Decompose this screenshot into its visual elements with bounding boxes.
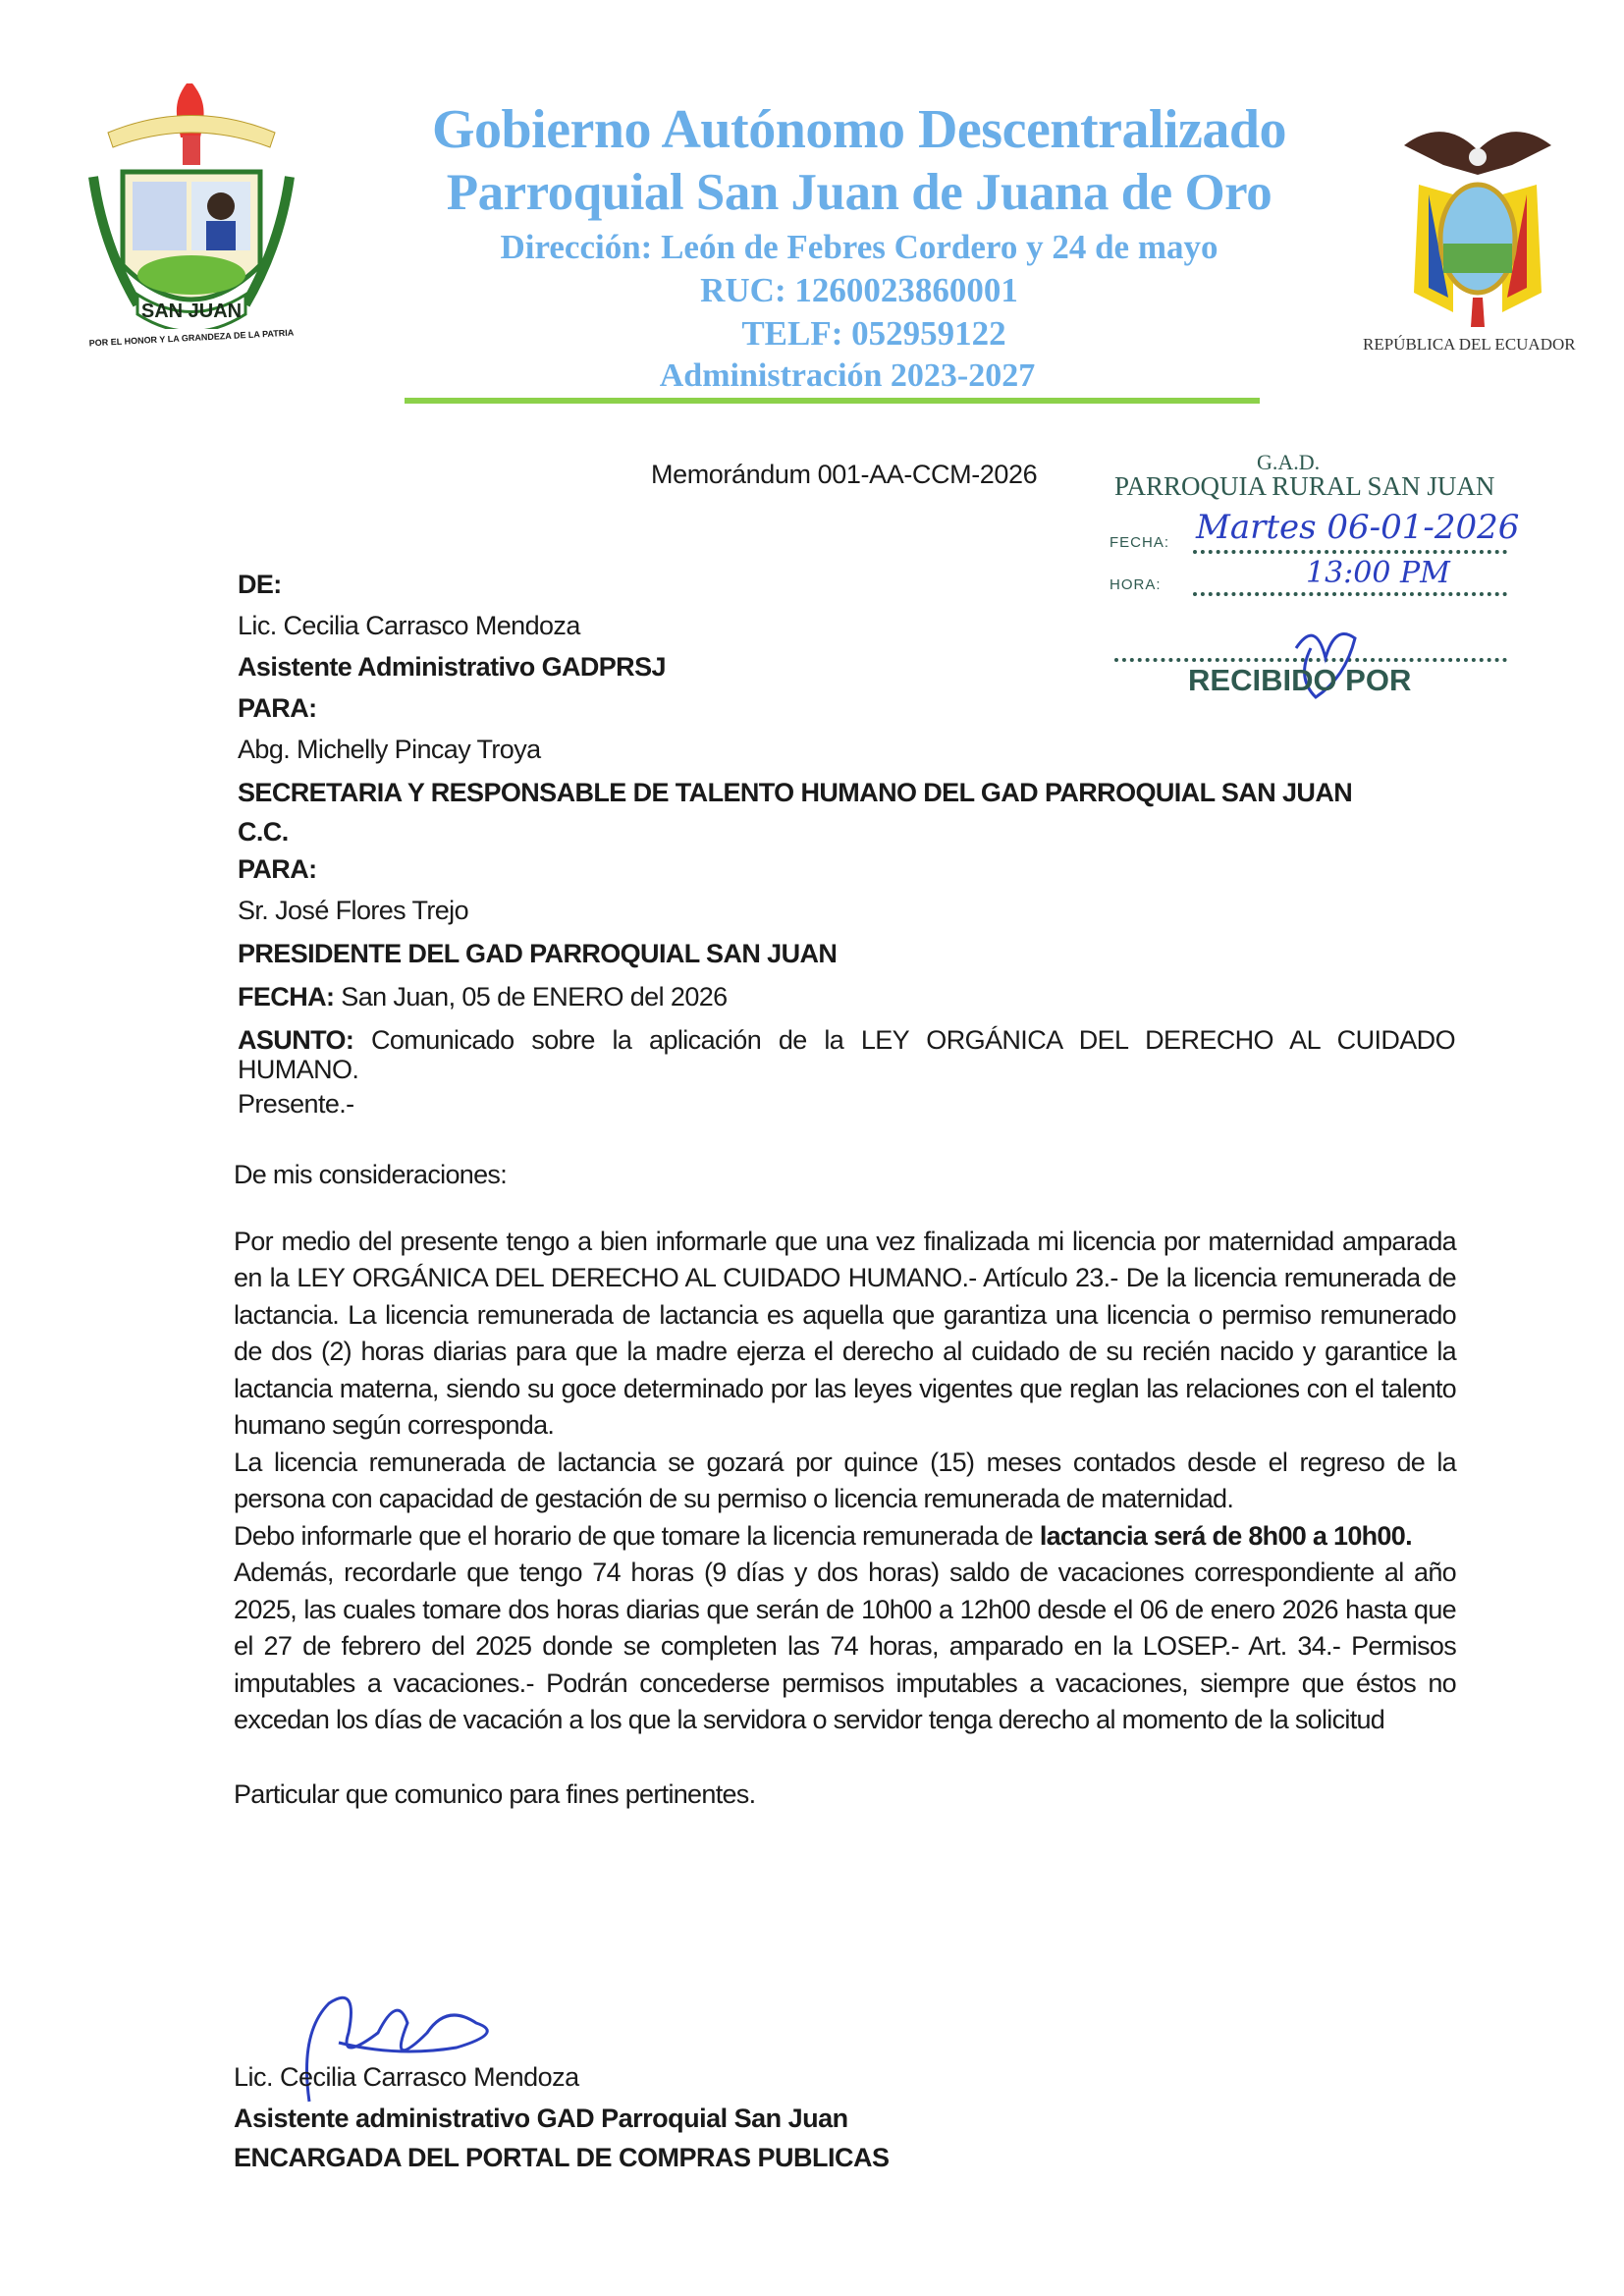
stamp-fecha-label: FECHA: xyxy=(1110,534,1170,551)
cc-label: C.C. xyxy=(238,817,289,847)
letterhead-address: Dirección: León de Febres Cordero y 24 de mayo xyxy=(500,228,1218,266)
para2-label: PARA: xyxy=(238,854,317,884)
paragraph-1: Por medio del presente tengo a bien informarle que una vez finalizada mi licencia por maternidad amparada en la LEY ORGÁNICA DEL DERECHO AL CUIDADO HUMANO.- Artículo 23.- De la licencia remunerada de lactancia. La licencia remunerada de lactancia es aquella que garantiza una licencia o permiso remunerado de dos (2) horas diarias para que la madre ejerza el derecho al cuidado de su recién nacido y garantice la lactancia materna, siendo su goce determinado por las leyes vigentes que reglan las relaciones con el talento humano según corresponda. xyxy=(234,1226,1456,1440)
header-rule xyxy=(405,398,1260,404)
para-label: PARA: xyxy=(238,693,317,723)
fecha-value: San Juan, 05 de ENERO del 2026 xyxy=(334,982,728,1011)
stamp-line1: G.A.D. xyxy=(1257,450,1321,474)
para-name: Abg. Michelly Pincay Troya xyxy=(238,735,541,764)
stamp-hora-value: 13:00 PM xyxy=(1306,556,1450,590)
signature-title: Asistente administrativo GAD Parroquial San Juan xyxy=(234,2104,848,2133)
stamp-received-label: RECIBIDO POR xyxy=(1188,663,1412,697)
paragraph-2: La licencia remunerada de lactancia se gozará por quince (15) meses contados desde el regreso de la persona con capacidad de gestación de su permiso o licencia remunerada de maternidad. xyxy=(234,1447,1456,1513)
de-title: Asistente Administrativo GADPRSJ xyxy=(238,652,666,682)
logo-motto: POR EL HONOR Y LA GRANDEZA DE LA PATRIA xyxy=(88,327,295,349)
letterhead-line2: Parroquial San Juan de Juana de Oro xyxy=(446,164,1272,221)
para2-name: Sr. José Flores Trejo xyxy=(238,896,468,925)
asunto-label: ASUNTO: xyxy=(238,1025,354,1055)
memo-body xyxy=(234,1157,1456,1813)
asunto-field xyxy=(238,1025,1455,1084)
stamp-hora-label: HORA: xyxy=(1110,576,1162,593)
memo-header-fields xyxy=(238,564,1455,1123)
presente: Presente.- xyxy=(238,1089,354,1119)
signature-role: ENCARGADA DEL PORTAL DE COMPRAS PUBLICAS xyxy=(234,2143,890,2172)
stamp-line2: PARROQUIA RURAL SAN JUAN xyxy=(1114,471,1495,501)
memo-number: Memorándum 001-AA-CCM-2026 xyxy=(651,460,1038,489)
para-title: SECRETARIA Y RESPONSABLE DE TALENTO HUMANO DEL GAD PARROQUIAL SAN JUAN xyxy=(238,778,1353,807)
asunto-value: Comunicado sobre la aplicación de la LEY ORGÁNICA DEL DERECHO AL CUIDADO HUMANO. xyxy=(238,1025,1455,1084)
de-label: DE: xyxy=(238,570,282,599)
logo-text: SAN JUAN xyxy=(140,301,243,322)
letterhead-phone: TELF: 052959122 xyxy=(741,314,1006,353)
closing: Particular que comunico para fines pertinentes. xyxy=(234,1778,756,1809)
fecha-label: FECHA: xyxy=(238,982,335,1011)
paragraph-4: Además, recordarle que tengo 74 horas (9 días y dos horas) saldo de vacaciones correspondiente al año 2025, las cuales tomare dos horas diarias que serán de 10h00 a 12h00 desde el 06 de enero 2026 hasta que el 27 de febrero del 2025 donde se completen las 74 horas, amparado en la LOSEP.- Art. 34.- Permisos imputables a vacaciones.- Podrán concederse permisos imputables a vacaciones, siempre que éstos no excedan los días de vacación a los que la servidora o servidor tenga derecho al momento de la solicitud xyxy=(234,1558,1456,1734)
letterhead-administration: Administración 2023-2027 xyxy=(659,357,1036,394)
stamp-fecha-value: Martes 06-01-2026 xyxy=(1196,508,1520,547)
parish-logo xyxy=(79,79,304,354)
signature-name: Lic. Cecilia Carrasco Mendoza xyxy=(234,2062,579,2092)
greeting: De mis consideraciones: xyxy=(234,1160,508,1189)
de-name: Lic. Cecilia Carrasco Mendoza xyxy=(238,611,580,640)
letterhead-ruc: RUC: 1260023860001 xyxy=(700,271,1018,309)
ecuador-coat-of-arms xyxy=(1394,116,1561,327)
emblem-caption: REPÚBLICA DEL ECUADOR xyxy=(1363,335,1576,354)
paragraph-3-text: Debo informarle que el horario de que tomare la licencia remunerada de xyxy=(234,1520,1040,1551)
fecha-field xyxy=(238,976,1455,1017)
paragraph-3-bold: lactancia será de 8h00 a 10h00. xyxy=(1039,1520,1412,1551)
paragraph-3 xyxy=(234,1518,1456,1556)
para2-title: PRESIDENTE DEL GAD PARROQUIAL SAN JUAN xyxy=(238,939,838,968)
stamp-fecha-line xyxy=(1193,550,1507,554)
letterhead-line1: Gobierno Autónomo Descentralizado xyxy=(431,99,1287,160)
